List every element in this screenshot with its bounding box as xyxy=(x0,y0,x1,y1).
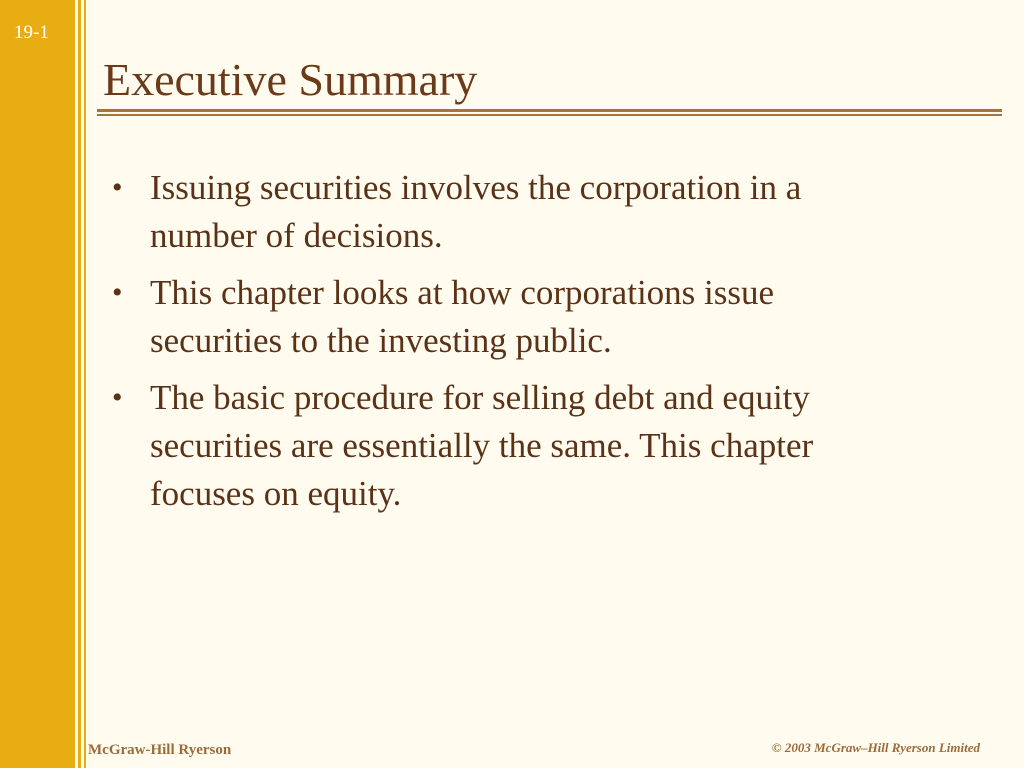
bullet-marker: • xyxy=(112,276,123,309)
slide-number: 19-1 xyxy=(14,22,49,43)
bullet-text: This chapter looks at how corporations issue securities to the investing public. xyxy=(150,273,775,360)
title-underline xyxy=(97,114,1002,116)
bullet-item xyxy=(112,269,912,365)
bullet-list xyxy=(112,164,912,527)
left-sidebar-bar xyxy=(0,0,75,768)
footer-publisher: McGraw-Hill Ryerson xyxy=(88,742,232,758)
bullet-item xyxy=(112,374,912,518)
bullet-item xyxy=(112,164,912,260)
bullet-text: The basic procedure for selling debt and equity securities are essentially the same. This chapter focuses on equity. xyxy=(150,378,814,513)
bullet-marker: • xyxy=(112,171,123,204)
bullet-text: Issuing securities involves the corporation in a number of decisions. xyxy=(150,168,802,255)
slide-title: Executive Summary xyxy=(103,54,478,105)
title-underline xyxy=(97,109,1002,112)
footer-copyright: © 2003 McGraw–Hill Ryerson Limited xyxy=(771,740,980,755)
bullet-marker: • xyxy=(112,381,123,414)
sidebar-stripe xyxy=(84,0,86,768)
sidebar-stripe xyxy=(78,0,81,768)
